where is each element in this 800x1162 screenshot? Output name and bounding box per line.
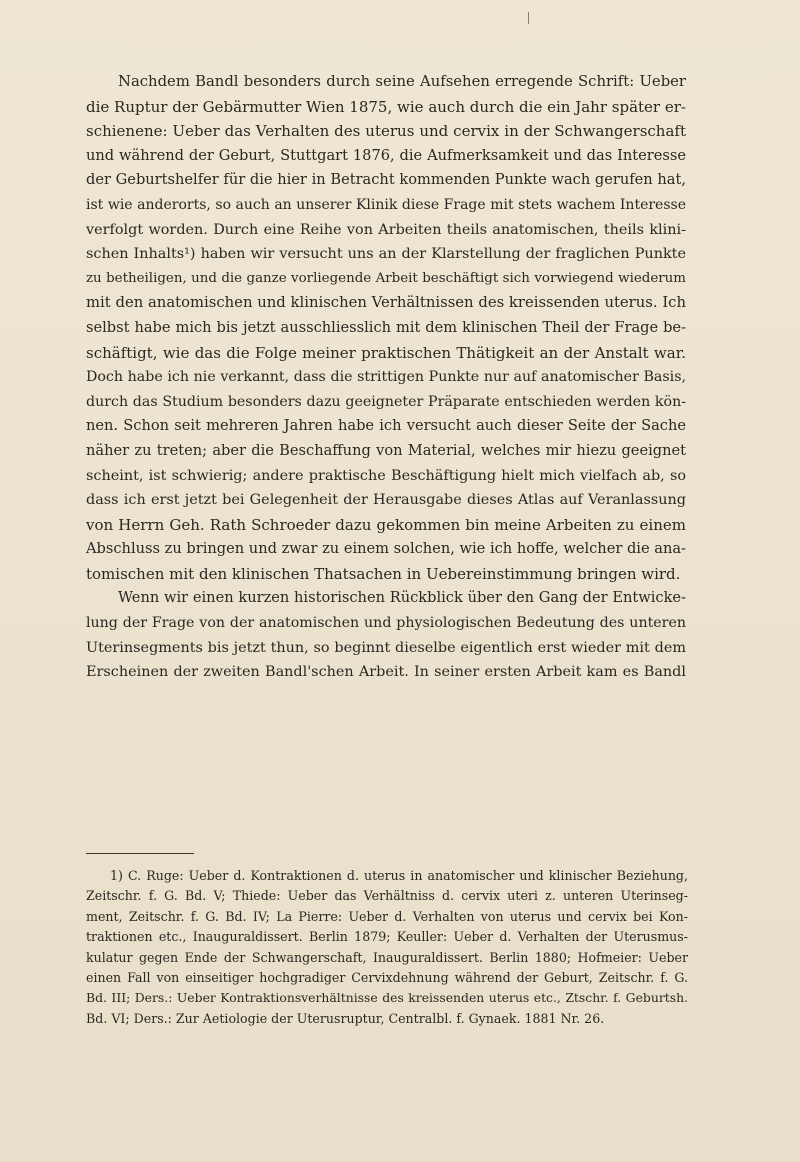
body-line: Erscheinen der zweiten Bandl'schen Arbeit. In seiner ersten Arbeit kam es Bandl bbox=[86, 664, 686, 681]
body-line: verfolgt worden. Durch eine Reihe von Arbeiten theils anatomischen, theils klini- bbox=[86, 221, 686, 238]
footnote-line: traktionen etc., Inauguraldissert. Berlin 1879; Keuller: Ueber d. Verhalten der Uterusmus- bbox=[86, 929, 688, 945]
footnote-line: 1) C. Ruge: Ueber d. Kontraktionen d. uterus in anatomischer und klinischer Beziehung, bbox=[110, 868, 688, 883]
footnotes bbox=[86, 866, 688, 1029]
body-line: schienene: Ueber das Verhalten des uterus und cervix in der Schwangerschaft bbox=[86, 122, 686, 141]
footnote-line: ment, Zeitschr. f. G. Bd. IV; La Pierre: Ueber d. Verhalten von uterus und cervix bei Kon- bbox=[86, 908, 688, 924]
footnote-line: kulatur gegen Ende der Schwangerschaft, Inauguraldissert. Berlin 1880; Hofmeier: Ueber bbox=[86, 949, 688, 965]
body-line: von Herrn Geh. Rath Schroeder dazu gekommen bin meine Arbeiten zu einem bbox=[86, 515, 686, 534]
footnote-line: Bd. VI; Ders.: Zur Aetiologie der Uterusruptur, Centralbl. f. Gynaek. 1881 Nr. 26. bbox=[86, 1010, 605, 1026]
body-line: Doch habe ich nie verkannt, dass die strittigen Punkte nur auf anatomischer Basis, bbox=[86, 369, 686, 386]
body-line: zu betheiligen, und die ganze vorliegende Arbeit beschäftigt sich vorwiegend wiederum bbox=[86, 270, 686, 286]
body-line: selbst habe mich bis jetzt ausschliesslich mit dem klinischen Theil der Frage be- bbox=[86, 318, 686, 336]
footnote-line: Bd. III; Ders.: Ueber Kontraktionsverhältnisse des kreissenden uterus etc., Ztschr. f. Geburtsh. bbox=[86, 990, 688, 1006]
body-line: schen Inhalts¹) haben wir versucht uns an der Klarstellung der fraglichen Punkte bbox=[86, 246, 686, 263]
body-line: näher zu treten; aber die Beschaffung von Material, welches mir hiezu geeignet bbox=[86, 441, 686, 459]
body-line: lung der Frage von der anatomischen und physiologischen Bedeutung des unteren bbox=[86, 615, 686, 632]
page-mark bbox=[528, 12, 529, 24]
body-line: und während der Geburt, Stuttgart 1876, die Aufmerksamkeit und das Interesse bbox=[86, 146, 686, 164]
footnote-line: Zeitschr. f. G. Bd. V; Thiede: Ueber das Verhältniss d. cervix uteri z. unteren Uterinseg- bbox=[86, 888, 688, 904]
footnote-rule bbox=[86, 853, 194, 854]
body-line: scheint, ist schwierig; andere praktische Beschäftigung hielt mich vielfach ab, so bbox=[86, 467, 686, 484]
body-line: Wenn wir einen kurzen historischen Rückblick über den Gang der Entwicke- bbox=[118, 589, 686, 607]
body-line: mit den anatomischen und klinischen Verhältnissen des kreissenden uterus. Ich bbox=[86, 294, 686, 312]
body-line: tomischen mit den klinischen Thatsachen in Uebereinstimmung bringen wird. bbox=[86, 564, 681, 583]
body-line: Abschluss zu bringen und zwar zu einem solchen, wie ich hoffe, welcher die ana- bbox=[86, 540, 686, 558]
body-line: nen. Schon seit mehreren Jahren habe ich versucht auch dieser Seite der Sache bbox=[86, 417, 686, 435]
body-line: Nachdem Bandl besonders durch seine Aufsehen erregende Schrift: Ueber bbox=[118, 73, 686, 90]
body-line: die Ruptur der Gebärmutter Wien 1875, wie auch durch die ein Jahr später er- bbox=[86, 97, 686, 116]
body-line: dass ich erst jetzt bei Gelegenheit der Herausgabe dieses Atlas auf Veranlassung bbox=[86, 492, 686, 509]
body-line: durch das Studium besonders dazu geeigneter Präparate entschieden werden kön- bbox=[86, 393, 686, 410]
body-text bbox=[86, 62, 686, 685]
body-line: schäftigt, wie das die Folge meiner praktischen Thätigkeit an der Anstalt war. bbox=[86, 343, 686, 362]
body-line: Uterinsegments bis jetzt thun, so beginnt dieselbe eigentlich erst wieder mit dem bbox=[86, 639, 686, 656]
body-line: der Geburtshelfer für die hier in Betracht kommenden Punkte wach gerufen hat, bbox=[86, 171, 686, 189]
footnote-line: einen Fall von einseitiger hochgradiger Cervixdehnung während der Geburt, Zeitschr. f. G. bbox=[86, 969, 688, 985]
body-line: ist wie anderorts, so auch an unserer Klinik diese Frage mit stets wachem Interesse bbox=[86, 196, 686, 213]
